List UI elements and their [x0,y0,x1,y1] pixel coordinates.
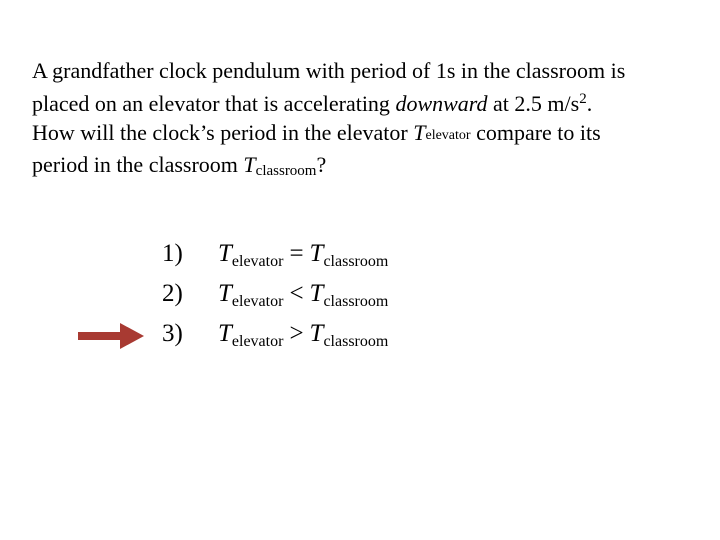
option-expression [218,320,388,351]
question-mark: ? [316,152,327,177]
question-line-3-end: compare to its [470,120,601,145]
option-expression [218,280,388,311]
classroom-subscript: classroom [323,333,389,350]
period-symbol: T [309,240,324,267]
elevator-subscript: elevator [425,128,471,143]
emphasis-downward: downward [395,91,488,116]
question-line-4-text: period in the classroom [32,152,244,177]
elevator-subscript: elevator [231,293,284,310]
acceleration-value: at 2.5 m/s [487,91,580,116]
option-number: 1) [162,240,183,267]
answer-option-2[interactable] [0,280,720,320]
classroom-subscript: classroom [323,253,389,270]
exponent: 2 [579,91,587,107]
period-symbol: T [218,280,232,307]
option-number: 3) [162,320,183,347]
period-symbol: T [218,240,232,267]
comparison-operator: = [289,240,304,267]
period-symbol: T [243,152,256,177]
period-symbol: T [309,320,324,347]
elevator-subscript: elevator [231,333,284,350]
question-line-3 [32,118,702,150]
answer-option-1[interactable] [0,240,720,280]
period-punctuation: . [586,91,593,116]
question-line-4 [32,150,702,186]
option-expression [218,240,388,271]
question-line-2 [32,85,702,118]
answer-option-3[interactable] [0,320,720,360]
question-line-3-text: How will the clock’s period in the elevator [32,120,414,145]
period-symbol: T [309,280,324,307]
elevator-subscript: elevator [231,253,284,270]
comparison-operator: > [289,320,304,347]
option-number: 2) [162,280,183,307]
period-symbol: T [218,320,232,347]
question-text [32,56,702,186]
classroom-subscript: classroom [323,293,389,310]
comparison-operator: < [289,280,304,307]
question-line-2-text: placed on an elevator that is accelerating [32,91,396,116]
period-symbol: T [413,120,426,145]
question-line-1: A grandfather clock pendulum with period of 1s in the classroom is [32,58,626,83]
classroom-subscript: classroom [255,163,317,179]
